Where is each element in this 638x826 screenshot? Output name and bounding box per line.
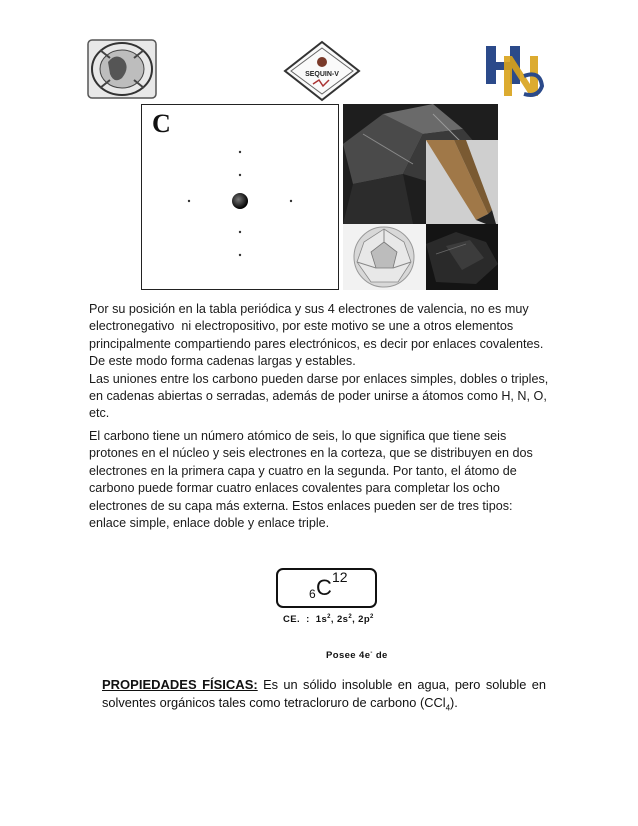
paragraph-valence bbox=[89, 301, 549, 423]
carbon-atom-figure bbox=[141, 104, 339, 290]
text-line: principalmente compartiendo pares electrónicos, es decir por enlaces covalentes. bbox=[89, 336, 544, 351]
nucleus bbox=[232, 193, 248, 209]
config-exp: 2 bbox=[348, 614, 353, 620]
text-line: electrones en la primera capa y cuatro en la segunda. Por tanto, el átomo de bbox=[89, 463, 517, 478]
posee-sup: - bbox=[370, 650, 373, 656]
coal-photo bbox=[426, 224, 498, 290]
valence-electrons-note bbox=[326, 650, 388, 661]
properties-text: Es un sólido insoluble en agua, pero soluble en solventes orgánicos tales como tetracloruro de carbono (CCl bbox=[102, 677, 546, 710]
text-line: enlace simple, enlace doble y enlace triple. bbox=[89, 516, 330, 531]
carbon-notation-box bbox=[276, 568, 377, 608]
config-prefix: CE. : 1s bbox=[283, 614, 328, 626]
sequin-v-logo bbox=[283, 40, 361, 102]
config-exp: 2 bbox=[327, 614, 331, 620]
element-symbol: C bbox=[316, 575, 332, 600]
config-term: , 2s bbox=[330, 614, 349, 626]
mass-number: 12 bbox=[332, 569, 348, 585]
text-line: Las uniones entre los carbono pueden darse por enlaces simples, dobles o triples, bbox=[89, 371, 549, 386]
carbon-symbol: C bbox=[152, 109, 171, 138]
properties-subscript: 4 bbox=[445, 703, 451, 713]
text-line: electrones de su capa más externa. Estos enlaces pueden ser de tres tipos: bbox=[89, 498, 513, 513]
config-term: , 2p bbox=[352, 614, 371, 626]
unam-seal-logo bbox=[86, 38, 158, 100]
properties-heading: PROPIEDADES FÍSICAS: bbox=[102, 677, 258, 692]
atomic-number: 6 bbox=[309, 587, 316, 601]
text-line: carbono puede formar cuatro enlaces covalentes para completar los ocho bbox=[89, 481, 500, 496]
properties-text-end: ). bbox=[450, 695, 458, 710]
text-line: protones en el núcleo y seis electrones en la corteza, que se distribuyen en dos bbox=[89, 446, 533, 461]
posee-prefix: Posee 4e bbox=[326, 650, 371, 662]
text-line: De este modo forma cadenas largas y estables. bbox=[89, 354, 356, 369]
hnc-logo bbox=[480, 40, 546, 102]
paragraph-atomic-number bbox=[89, 428, 549, 532]
diamond-photo bbox=[343, 224, 426, 290]
pencil-photo bbox=[426, 140, 498, 224]
config-exp: 2 bbox=[370, 614, 374, 620]
text-line: electronegativo ni electropositivo, por este motivo se une a otros elementos bbox=[89, 319, 514, 334]
sequin-logo-text: SEQUIN-V bbox=[305, 71, 339, 78]
electron-configuration bbox=[283, 614, 374, 625]
physical-properties bbox=[102, 676, 546, 718]
text-line: El carbono tiene un número atómico de seis, lo que significa que tiene seis bbox=[89, 429, 507, 443]
text-line: etc. bbox=[89, 406, 110, 421]
posee-suffix: de bbox=[372, 650, 388, 662]
text-line: en cadenas abiertas o serradas, además de poder unirse a átomos como H, N, O, bbox=[89, 389, 547, 404]
text-line: Por su posición en la tabla periódica y sus 4 electrones de valencia, no es muy bbox=[89, 302, 529, 316]
